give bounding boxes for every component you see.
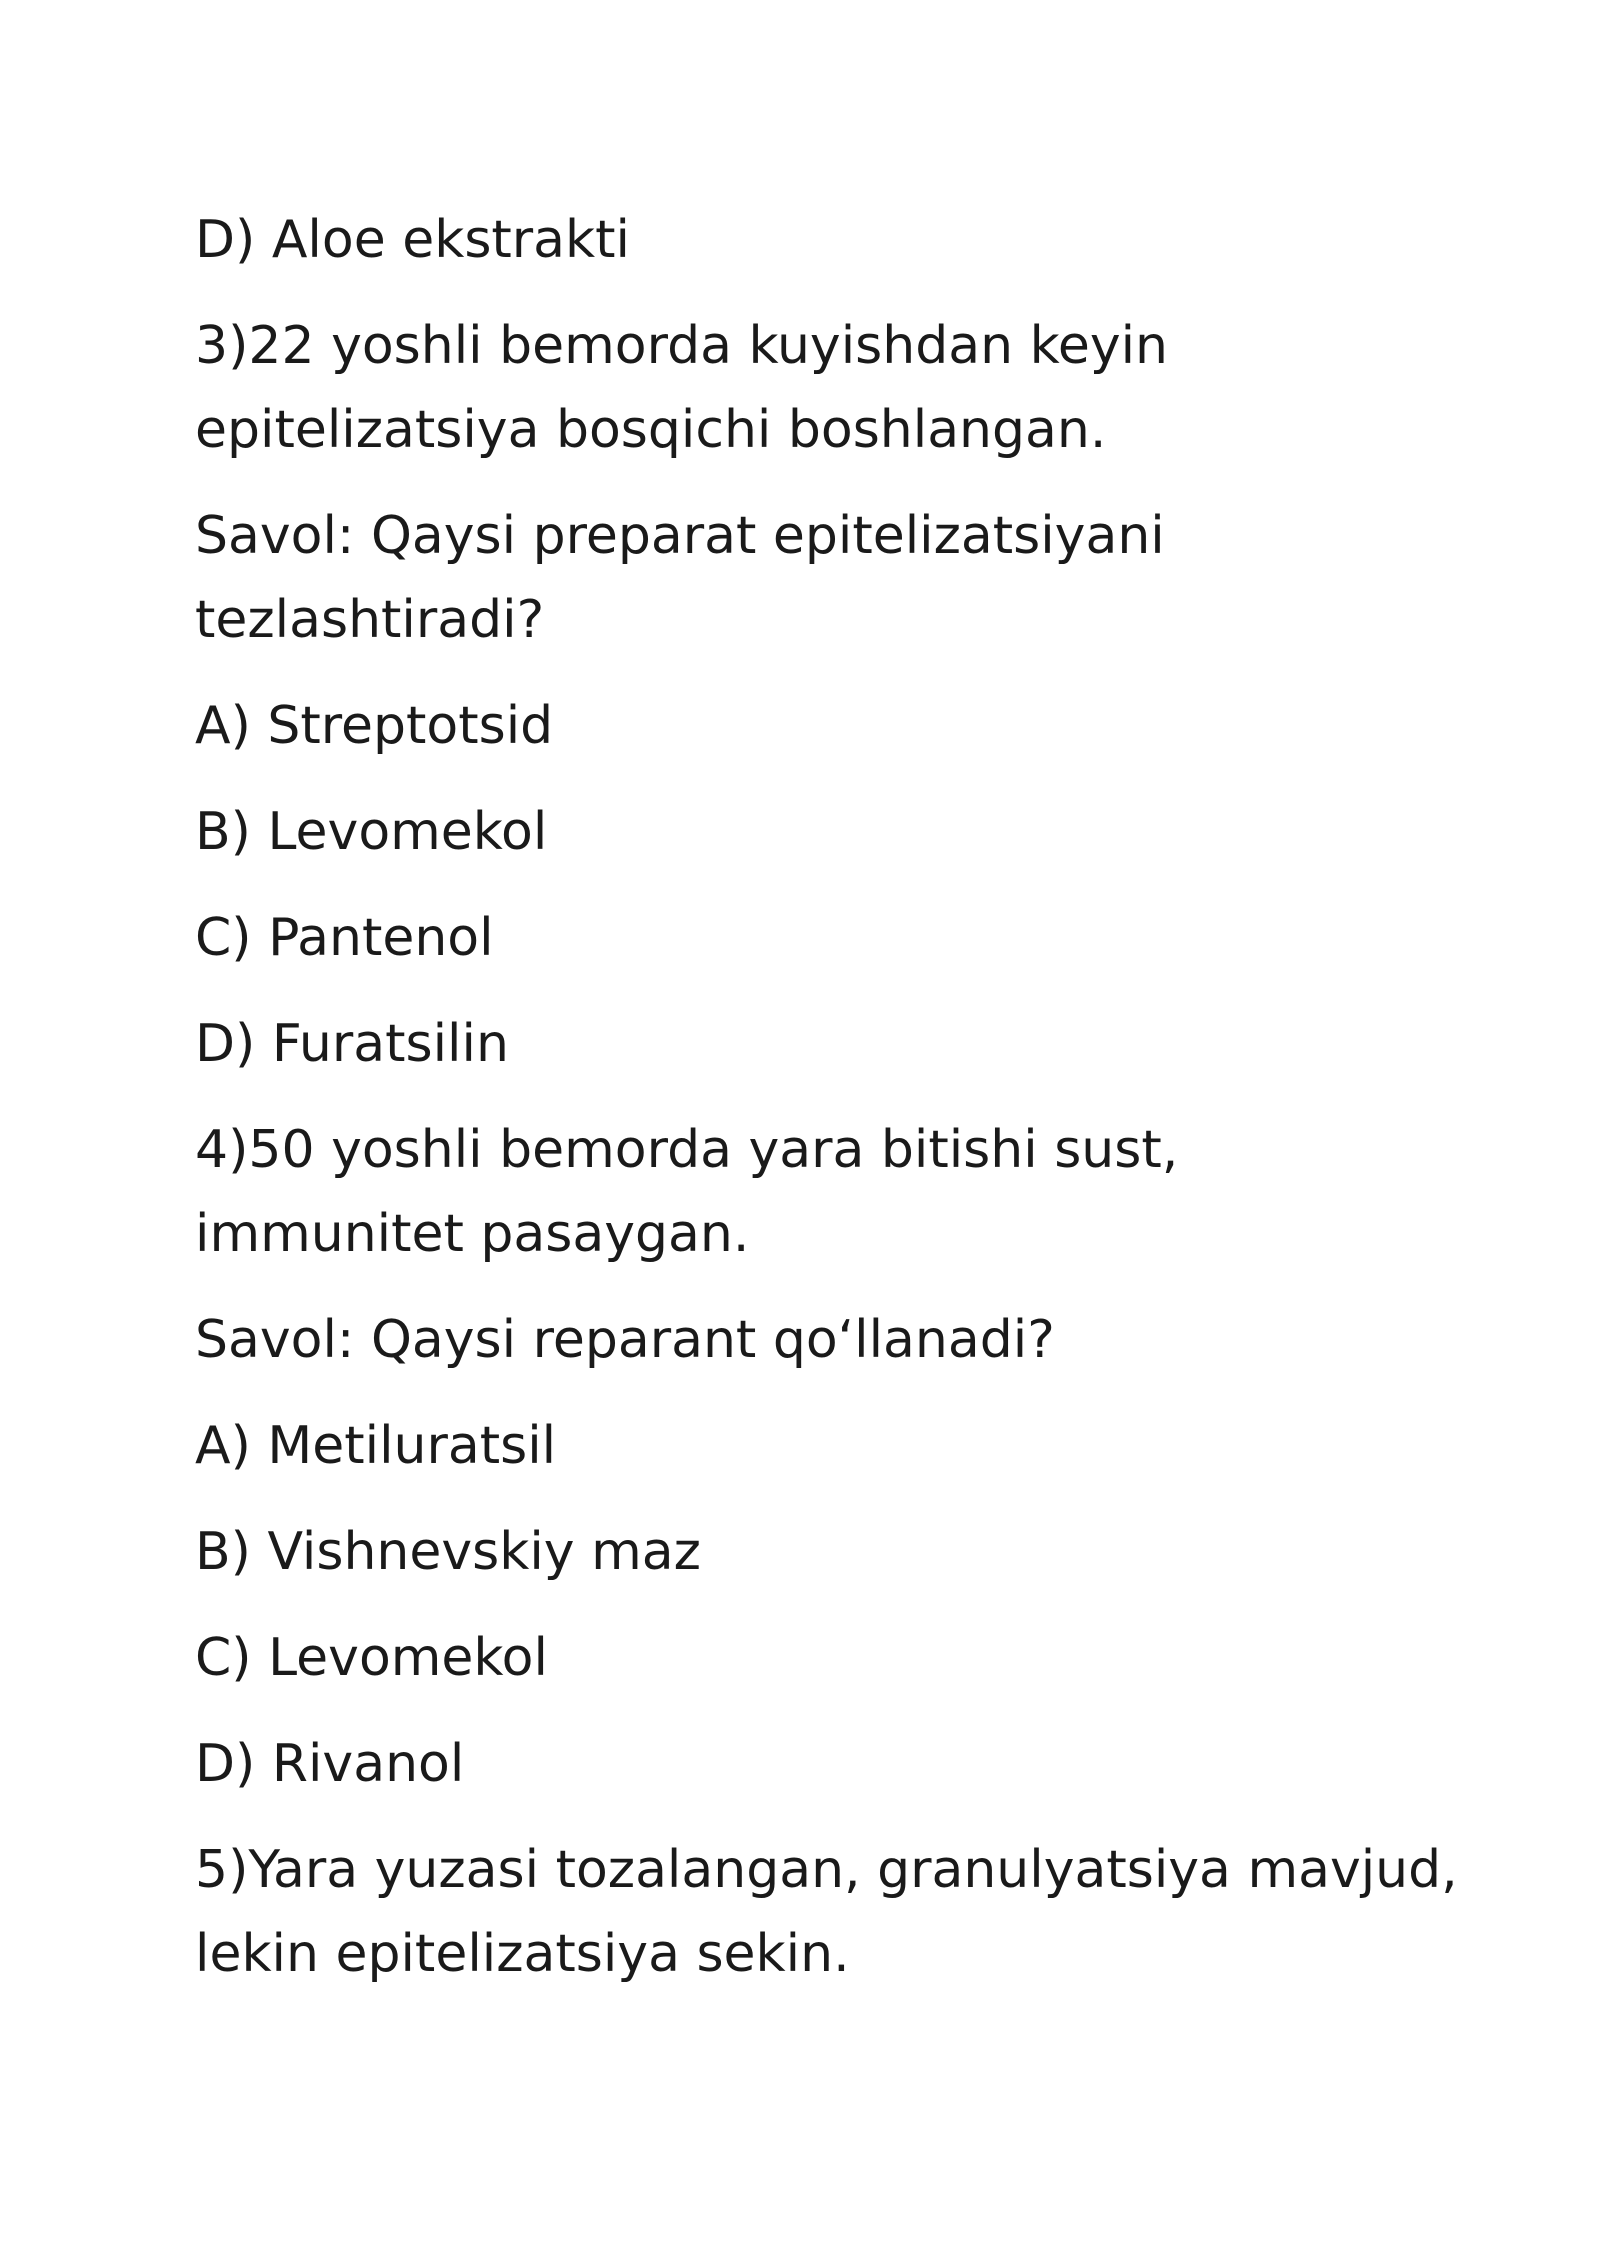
- option-q4-c: C) Levomekol: [195, 1628, 548, 1688]
- option-q3-c: C) Pantenol: [195, 908, 494, 968]
- question-3-prompt-line-1: Savol: Qaysi preparat epitelizatsiyani: [195, 506, 1165, 566]
- option-q4-a: A) Metiluratsil: [195, 1416, 557, 1476]
- option-q3-b: B) Levomekol: [195, 802, 548, 862]
- question-5-line-2: lekin epitelizatsiya sekin.: [195, 1924, 850, 1984]
- document-body: [195, 198, 1458, 1996]
- question-5-line-1: 5)Yara yuzasi tozalangan, granulyatsiya mavjud,: [195, 1840, 1458, 1900]
- question-3-prompt-line-2: tezlashtiradi?: [195, 590, 545, 650]
- option-q3-a: A) Streptotsid: [195, 696, 554, 756]
- option-q4-d: D) Rivanol: [195, 1734, 465, 1794]
- question-4-line-2: immunitet pasaygan.: [195, 1204, 750, 1264]
- question-4-prompt: Savol: Qaysi reparant qo‘llanadi?: [195, 1310, 1055, 1370]
- option-q2-d: D) Aloe ekstrakti: [195, 210, 630, 270]
- option-q4-b: B) Vishnevskiy maz: [195, 1522, 701, 1582]
- question-3-line-1: 3)22 yoshli bemorda kuyishdan keyin: [195, 316, 1168, 376]
- question-3-line-2: epitelizatsiya bosqichi boshlangan.: [195, 400, 1107, 460]
- option-q3-d: D) Furatsilin: [195, 1014, 509, 1074]
- question-4-line-1: 4)50 yoshli bemorda yara bitishi sust,: [195, 1120, 1179, 1180]
